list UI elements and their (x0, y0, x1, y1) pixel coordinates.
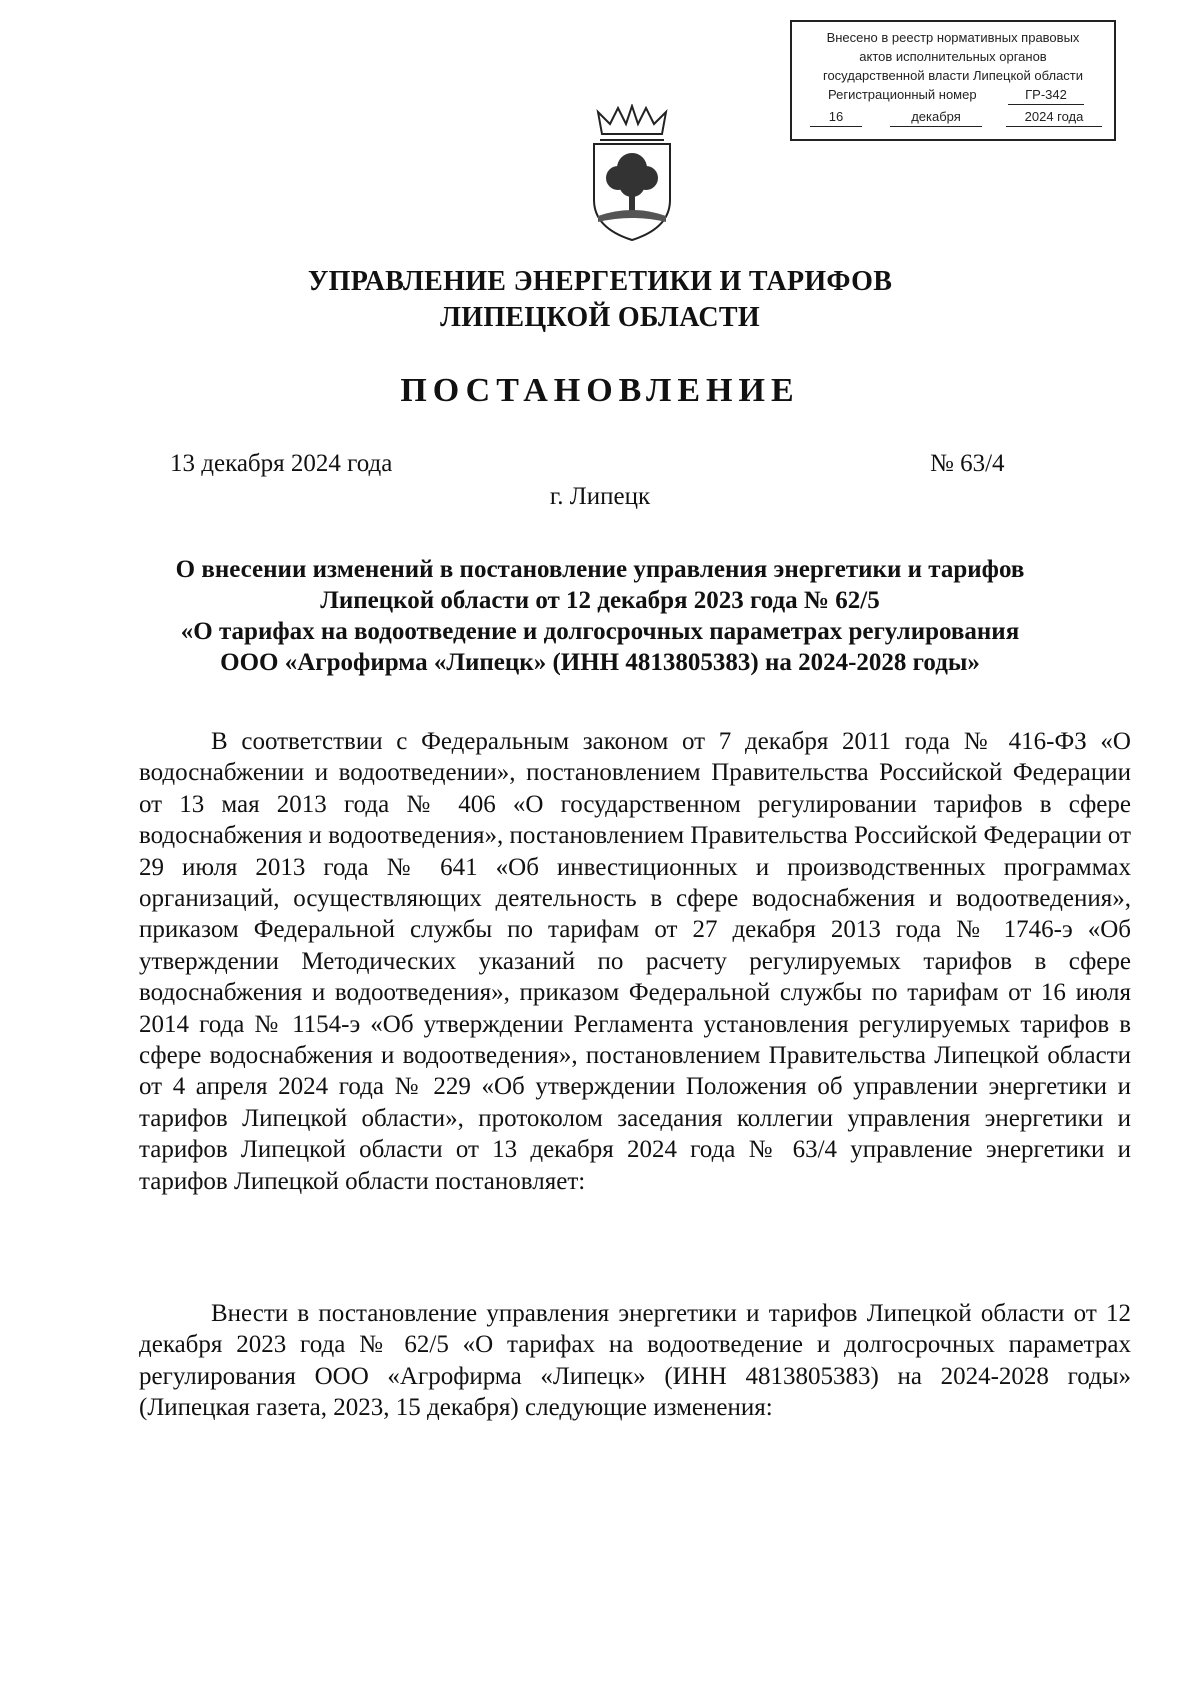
coat-of-arms-icon (584, 104, 680, 244)
title-line-1: О внесении изменений в постановление управления энергетики и тарифов (175, 556, 1025, 583)
stamp-line-3: государственной власти Липецкой области (822, 68, 1084, 83)
stamp-date-row (792, 107, 1114, 127)
document-date: 13 декабря 2024 года (170, 450, 393, 477)
title-line-4: ООО «Агрофирма «Липецк» (ИНН 4813805383) на 2024-2028 годы» (220, 649, 980, 676)
document-type: ПОСТАНОВЛЕНИЕ (400, 372, 800, 409)
title-line-3: «О тарифах на водоотведение и долгосрочных параметрах регулирования (180, 618, 1020, 645)
registry-stamp (790, 20, 1116, 141)
stamp-registration-row (792, 85, 1114, 105)
document-number: № 63/4 (930, 450, 1005, 477)
stamp-month: декабря (890, 107, 982, 127)
stamp-registration-label: Регистрационный номер (828, 87, 977, 102)
stamp-line-2: актов исполнительных органов (859, 49, 1047, 64)
body-paragraph-preamble: В соответствии с Федеральным законом от 7 декабря 2011 года № 416-ФЗ «О водоснабжении и водоотведении», постановлением Правительства Российской Федерации от 13 мая 2013 года № 406 «О государственном регулировании тарифов в сфере водоснабжения и водоотведения», постановлением Правительства Российской Федерации от 29 июля 2013 года № 641 «Об инвестиционных и производственных программах организаций, осуществляющих деятельность в сфере водоснабжения и водоотведения», приказом Федеральной службы по тарифам от 27 декабря 2013 года № 1746-э «Об утверждении Методических указаний по расчету регулируемых тарифов в сфере водоснабжения и водоотведения», приказом Федеральной службы по тарифам от 16 июля 2014 года № 1154-э «Об утверждении Регламента установления регулируемых тарифов в сфере водоснабжения и водоотведения», постановлением Правительства Липецкой области от 4 апреля 2024 года № 229 «Об утверждении Положения об управлении энергетики и тарифов Липецкой области», протоколом заседания коллегии управления энергетики и тарифов Липецкой области от 13 декабря 2024 года № 63/4 управление энергетики и тарифов Липецкой области постановляет: (139, 728, 1131, 1195)
body-paragraph-amendment: Внести в постановление управления энергетики и тарифов Липецкой области от 12 декабря 2023 года № 62/5 «О тарифах на водоотведение и долгосрочных параметрах регулирования ООО «Агрофирма «Липецк» (ИНН 4813805383) на 2024-2028 годы» (Липецкая газета, 2023, 15 декабря) следующие изменения: (139, 1300, 1131, 1422)
title-line-2: Липецкой области от 12 декабря 2023 года № 62/5 (320, 587, 880, 614)
stamp-registration-number: ГР-342 (1008, 85, 1084, 105)
org-name-line-2: ЛИПЕЦКОЙ ОБЛАСТИ (440, 302, 760, 333)
stamp-line-1: Внесено в реестр нормативных правовых (826, 30, 1080, 45)
document-title (120, 554, 1080, 678)
document-city: г. Липецк (549, 483, 651, 510)
stamp-day: 16 (810, 107, 862, 127)
org-name-line-1: УПРАВЛЕНИЕ ЭНЕРГЕТИКИ И ТАРИФОВ (307, 266, 893, 297)
stamp-year: 2024 года (1006, 107, 1102, 127)
